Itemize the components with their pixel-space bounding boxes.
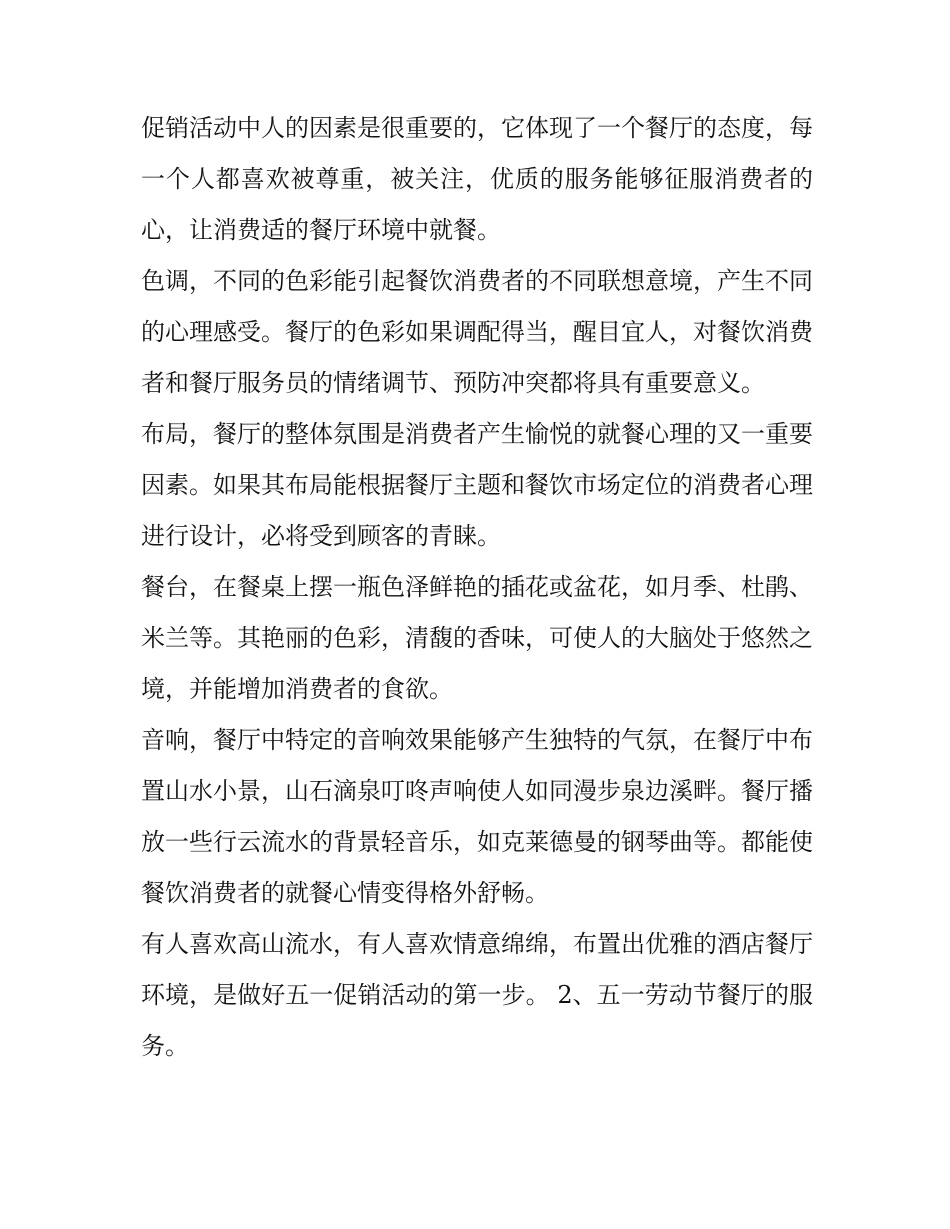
paragraph-layout: 布局，餐厅的整体氛围是消费者产生愉悦的就餐心理的又一重要因素。如果其布局能根据餐厅主题和餐饮市场定位的消费者心理进行设计，必将受到顾客的青睐。 — [141, 420, 813, 550]
paragraph-people-factor: 促销活动中人的因素是很重要的，它体现了一个餐厅的态度，每一个人都喜欢被尊重，被关注，优质的服务能够征服消费者的心，让消费适的餐厅环境中就餐。 — [141, 114, 813, 244]
paragraph-sound: 音响，餐厅中特定的音响效果能够产生独特的气氛，在餐厅中布置山水小景，山石滴泉叮咚声响使人如同漫步泉边溪畔。餐厅播放一些行云流水的背景轻音乐，如克莱德曼的钢琴曲等。都能使餐饮消费者的就餐心情变得格外舒畅。 — [141, 726, 813, 907]
paragraph-conclusion: 有人喜欢高山流水，有人喜欢情意绵绵，布置出优雅的酒店餐厅环境，是做好五一促销活动的第一步。 2、五一劳动节餐厅的服务。 — [141, 930, 813, 1060]
paragraph-color-tone: 色调，不同的色彩能引起餐饮消费者的不同联想意境，产生不同的心理感受。餐厅的色彩如果调配得当，醒目宜人，对餐饮消费者和餐厅服务员的情绪调节、预防冲突都将具有重要意义。 — [141, 267, 813, 397]
document-body — [141, 103, 813, 1072]
paragraph-table-setting: 餐台，在餐桌上摆一瓶色泽鲜艳的插花或盆花，如月季、杜鹃、米兰等。其艳丽的色彩，清馥的香味，可使人的大脑处于悠然之境，并能增加消费者的食欲。 — [141, 573, 813, 703]
